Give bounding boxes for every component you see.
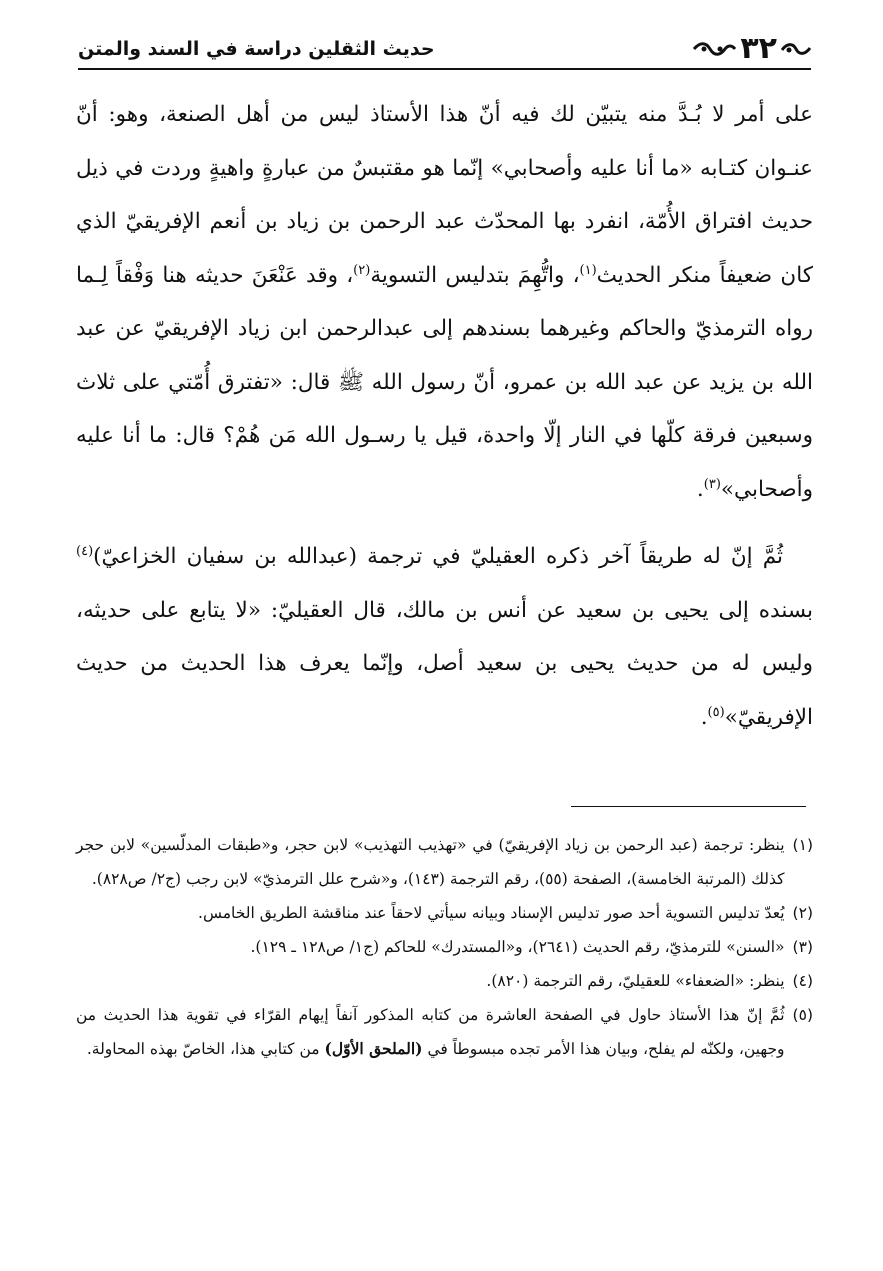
footnote xyxy=(76,828,813,896)
paragraph xyxy=(76,530,813,744)
footnote-text xyxy=(76,998,785,1066)
running-title: حديث الثقلين دراسة في السند والمتن xyxy=(78,38,435,60)
footnote-number: (٣) xyxy=(792,938,813,956)
footnote-number: (٢) xyxy=(792,904,813,922)
footnote-ref[interactable]: (٣) xyxy=(703,476,721,492)
footnote xyxy=(76,896,813,930)
footnote-ref[interactable]: (٥) xyxy=(707,704,725,720)
page-number-block xyxy=(692,31,811,66)
main-text xyxy=(76,88,813,744)
page-number: ٣٢ xyxy=(740,31,777,66)
text-span: ، واتُّهِمَ بتدليس التسوية xyxy=(370,262,580,288)
text-span: . xyxy=(696,476,704,502)
text-span: من كتابي هذا، الخاصّ بهذه المحاولة. xyxy=(86,1040,325,1058)
footnote-ref[interactable]: (٢) xyxy=(353,262,371,278)
footnote xyxy=(76,998,813,1066)
footnote-text: ينظر: «الضعفاء» للعقيليّ، رقم الترجمة (٨٢٠). xyxy=(486,972,785,990)
footnotes xyxy=(76,828,813,1066)
footnote-number: (١) xyxy=(792,836,813,854)
text-span: على أمر لا بُـدَّ منه يتبيّن لك فيه أنّ هذا الأستاذ ليس من أهل الصنعة، وهو: أنّ عنـوان كتـابه «ما أنا عليه وأصحابي» إنّما هو مقتبسٌ من عبارةٍ واهيةٍ وردت في ذيل حديث افتراق الأُمّة، انفرد بها المحدّث عبد الرحمن بن زياد بن أنعم الإفريقيّ الذي كان ضعيفاً منكر الحديث xyxy=(76,102,813,288)
ornament-left-icon xyxy=(692,41,736,57)
footnote-text: يُعدّ تدليس التسوية أحد صور تدليس الإسناد وبيانه سيأتي لاحقاً عند مناقشة الطريق الخامس. xyxy=(198,904,785,922)
appendix-reference: (الملحق الأوّل) xyxy=(324,1039,423,1058)
ornament-right-icon xyxy=(781,41,811,57)
page-header xyxy=(78,30,811,70)
text-span: . xyxy=(700,704,708,730)
paragraph xyxy=(76,88,813,516)
footnote-ref[interactable]: (٤) xyxy=(76,543,94,559)
footnote xyxy=(76,964,813,998)
text-span: ثُمَّ إنّ هذا الأستاذ حاول في الصفحة العاشرة من كتابه المذكور آنفاً إيهام القرّاء في تقوية هذا الحديث من وجهين، ولكنّه لم يفلح، وبيان هذا الأمر تجده مبسوطاً في xyxy=(76,1006,785,1058)
footnote-number: (٥) xyxy=(792,1006,813,1024)
footnote-number: (٤) xyxy=(792,972,813,990)
text-span: ثُمَّ إنّ له طريقاً آخر ذكره العقيليّ في ترجمة (عبدالله بن سفيان الخزاعيّ) xyxy=(93,544,783,569)
footnote xyxy=(76,930,813,964)
text-span: ، وقد عَنْعَنَ حديثه هنا وَفْقاً لِـما رواه الترمذيّ والحاكم وغيرهما بسندهم إلى عبدالرحمن ابن زياد الإفريقيّ عن عبد الله بن يزيد عن عبد الله بن عمرو، أنّ رسول الله ﷺ قال: «تفترق أُمّتي على ثلاث وسبعين فرقة كلّها في النار إلّا واحدة، قيل يا رسـول الله مَن هُمْ؟ قال: ما أنا عليه وأصحابي» xyxy=(76,262,813,502)
footnote-ref[interactable]: (١) xyxy=(579,262,597,278)
footnote-separator xyxy=(571,806,806,807)
footnote-text: ينظر: ترجمة (عبد الرحمن بن زياد الإفريقيّ) في «تهذيب التهذيب» لابن حجر، و«طبقات المدلّسين» لابن حجر كذلك (المرتبة الخامسة)، الصفحة (٥٥)، رقم الترجمة (١٤٣)، و«شرح علل الترمذيّ» لابن رجب (ج٢/ ص٨٢٨). xyxy=(76,836,785,888)
footnote-text: «السنن» للترمذيّ، رقم الحديث (٢٦٤١)، و«المستدرك» للحاكم (ج١/ ص١٢٨ ـ ١٢٩). xyxy=(250,938,785,956)
text-span: بسنده إلى يحيى بن سعيد عن أنس بن مالك، قال العقيليّ: «لا يتابع على حديثه، وليس له من حديث يحيى بن سعيد أصل، وإنّما يعرف هذا الحديث من حديث الإفريقيّ» xyxy=(76,597,813,730)
